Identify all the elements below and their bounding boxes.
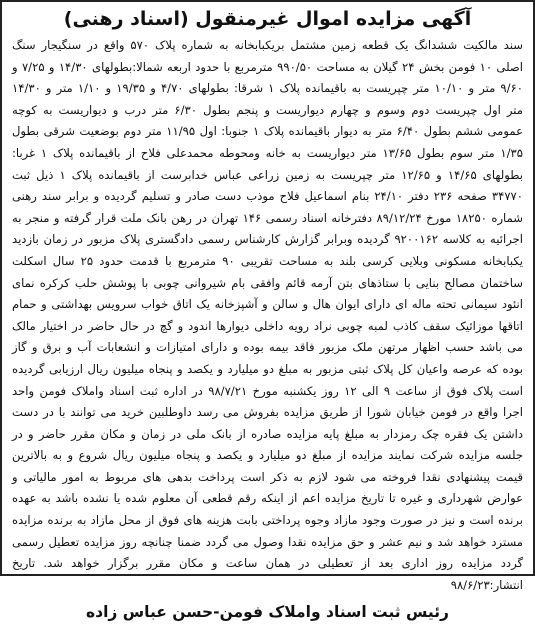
notice-body: سند مالکیت ششدانگ یک قطعه زمین مشتمل بریکبابخانه به شماره پلاک ۵۷۰ واقع در سنگیجار سنگ اصلی ۱۰ فومن بخش ۲۴ گیلان به مساحت ۹۹۰/۵۰ مترمربع با حدود اربعه شمالا:بطولهای ۱۴/۳۰ و ۷/۲۵ و ۹/۶۰ متر و ۱۰/۱۰ متر چپریست به باقیمانده پلاک ۱ شرقا: بطولهای ۴/۷۰ و ۱۹/۳۵ و ۱/۱۰ متر و ۱۴/۳۰ متر اول چپریست دوم وسوم و چهارم دیواریست و پنجم بطول ۶/۳۰ متر درب و دیواریست به کوچه عمومی ششم بطول ۶/۴۰ متر به دیوار باقیمانده پلاک ۱ جنوبا: اول ۱۱/۹۵ متر دوم بوضعیت شرقی بطول ۱/۳۵ متر سوم بطول ۱۳/۶۵ متر دیواریست به خانه ومحوطه محمدعلی فلاح از باقیمانده پلاک ۱ غربا: بطولهای ۱۴/۶۵ و ۱۲/۶۵ متر چپریست به زمین زراعی عباس خدابرست از باقیمانده پلاک ۱ ذیل ثبت ۳۴۷۷۰ صفحه ۲۳۶ دفتر ۲۴/۱۰ بنام اسماعیل فلاح موذب دست صادر و تسلیم گردیده و برابر سند رهنی شماره ۱۸۲۵۰ مورخ ۸۹/۱۲/۲۴ دفترخانه اسناد رسمی ۱۴۶ تهران در رهن بانک ملت قرار گرفته و منجر به اجرائیه به کلاسه ۹۲۰۰۱۶۲ گردیده وبرابر گزارش کارشناس رسمی دادگستری پلاک مزبور در زمان بازدید یکبابخانه مسکونی وبلایی کرسی بلند به مساحت تقریبی ۹۰ مترمربع با قدمت حدود ۲۵ سال اسکلت ساختمان مصالح بنایی با ستاذهای بتن آرمه قائم وافقی بام شیروانی چوبی با پوشش حلب کرکره نمای انئود سیمانی تحته ماله ای دارای ایوان هال و سالن و آشپزخانه یک اتاق خواب سرویس بهداشتی و حمام اتاقها موزائیک سقف کاذب لمبه چوبی نراد رویه داخلی دیوارها اندود و گچ در حال حاضر در اختیار مالک می باشد حسب اظهار مرتهن ملک مزبور فاقد بیمه بوده و دارای امتیازات و انشعابات آب و برق و گاز بوده که عرصه واعیان کل پلاک ثبتی مزبور به مبلغ دو میلیارد و یکصد و پنجاه میلیون ریال ارزیابی گردیده است پلاک فوق از ساعت ۹ الی ۱۲ روز یکشنبه مورخ ۹۸/۷/۲۱ در اداره ثبت اسناد واملاک فومن واحد اجرا واقع در فومن خیابان شورا از طریق مزایده بفروش می رسد داوطلبین خرید می توانند با در دست داشتن یک فقره چک رمزدار به مبلغ پایه مزایده صادره از بانک ملی در زمان و مکان مقرر حاضر و در جلسه مزایده شرکت نمایند مزایده از مبلغ دو میلیارد و یکصد و پنجاه میلیون ریال شروع و به بالاترین قیمت پیشنهادی نقدا فروخته می شود لازم به ذکر است پرداخت بدهی های مربوط به امور مالیاتی و عوارض شهرداری و غیره تا تاریخ مزایده اعم از اینکه رقم قطعی آن معلوم شده یا نشده باشد به عهده برنده است و نیز در صورت وجود مازاد وجوه پرداختی بابت هزینه های فوق از محل مازاد به برنده مزایده مسترد خواهد شد و نیم عشر و حق مزایده نقدا وصول می گردد ضمنا چنانچه روز مزایده تعطیل رسمی گردد مزایده روز اداری بعد از تعطیلی در همان ساعت و مکان مقرر برگزار خواهد شد. تاریخ انتشار:۹۸/۶/۲۳ xyxy=(12,38,523,592)
notice-signature: رئیس ثبت اسناد واملاک فومن-حسن عباس زاده xyxy=(86,603,449,622)
notice-title: آگهی مزایده اموال غیرمنقول (اسناد رهنی) xyxy=(63,8,472,30)
